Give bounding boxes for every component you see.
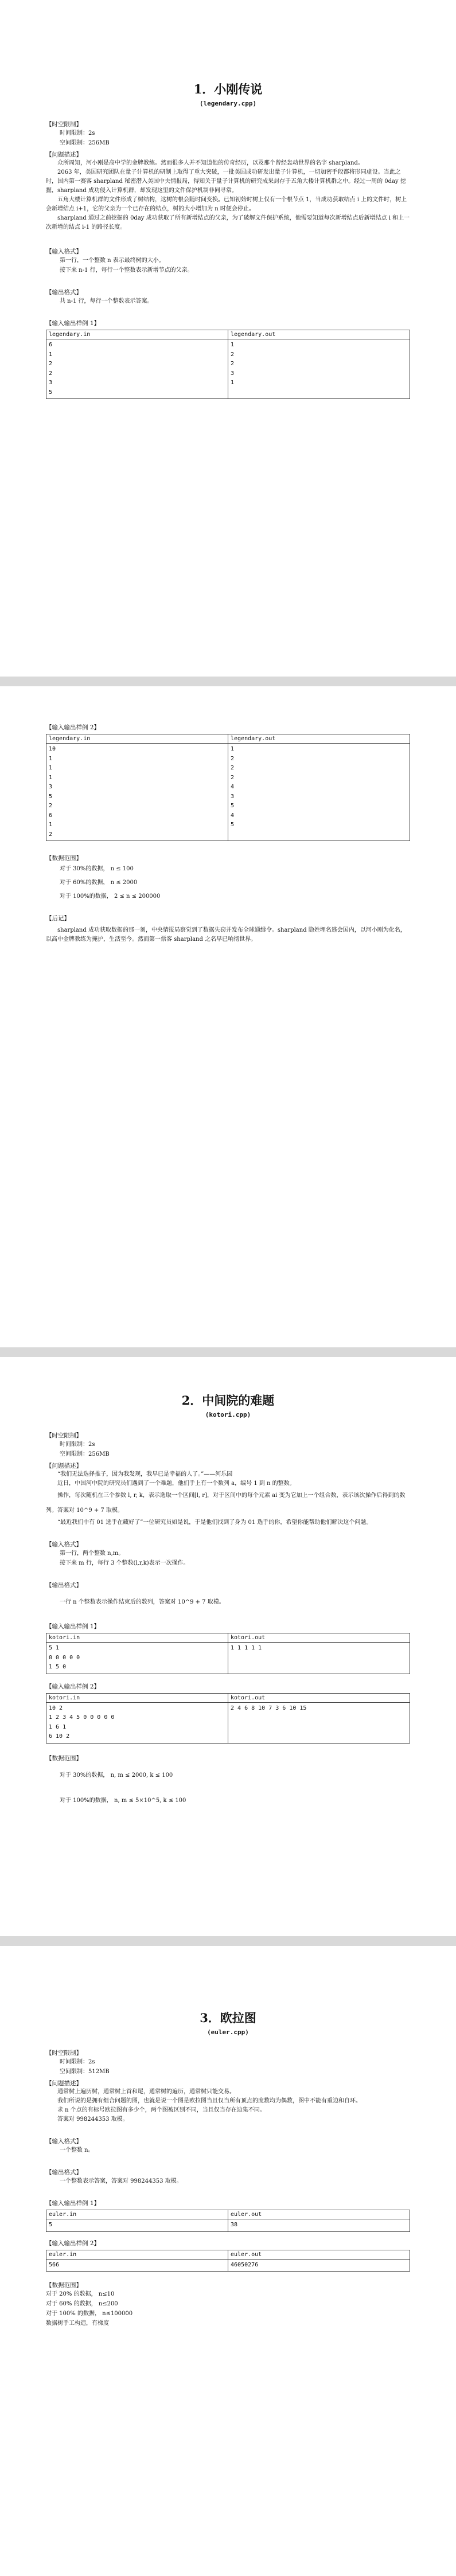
sample-output-line: 2 4 6 8 10 7 3 6 10 15 — [231, 1705, 307, 1711]
sample-input-line: 3 — [49, 380, 53, 386]
sample-input-line: 566 — [49, 2261, 60, 2268]
time-limit: 时间限制：2s — [60, 2059, 95, 2065]
sample-2-table — [46, 734, 410, 841]
sample-output-line: 2 — [231, 755, 235, 762]
sample-input-line: 6 — [49, 812, 53, 819]
sample-input-line: 5 — [49, 389, 53, 396]
sample-output-line: 3 — [231, 793, 235, 800]
sample-2-table — [46, 2250, 410, 2272]
sample-input-filename: euler.in — [46, 2210, 228, 2219]
page-1 — [0, 0, 456, 677]
data-range-line: 对于 30%的数据， n ≤ 100 — [60, 866, 134, 872]
data-range-line: 对于 60% 的数据， n≤200 — [46, 2301, 118, 2307]
sample-1-table — [46, 330, 410, 399]
sample-input-filename: euler.in — [46, 2250, 228, 2259]
description-paragraph: “我们无法选择推子，因为我发现，我早已是幸福的人了。”——河乐园 — [57, 1471, 233, 1477]
input-format-heading: 【输入格式】 — [46, 2138, 82, 2145]
problem-2-title: 2．中间院的难题 — [181, 1393, 275, 1408]
sample-output-line: 2 — [231, 351, 235, 358]
sample-input-filename: legendary.in — [46, 734, 228, 744]
sample-2-table — [46, 1693, 410, 1744]
output-format-line: 共 n-1 行，每行一个整数表示答案。 — [60, 298, 153, 304]
sample-input-line: 1 — [49, 765, 53, 771]
sample-output-filename: kotori.out — [228, 1633, 410, 1643]
sample-input-line: 5 1 — [49, 1645, 60, 1651]
data-range-line: 对于 100%的数据， n, m ≤ 5×10^5, k ≤ 100 — [60, 1797, 186, 1804]
sample-output-line: 1 — [231, 746, 235, 752]
description-paragraph: 通常树上遍历树，通常树上首和尾，通常树的遍历，通常树只能交易。 — [57, 2089, 235, 2095]
sample-output-line: 38 — [231, 2222, 238, 2228]
input-format-heading: 【输入格式】 — [46, 248, 82, 255]
sample-output-line: 5 — [231, 803, 235, 809]
problem-2-file: (kotori.cpp) — [205, 1411, 251, 1418]
sample-input-line: 1 — [49, 351, 53, 358]
description-heading: 【问题描述】 — [46, 2080, 82, 2087]
sample-output-filename: euler.out — [228, 2210, 410, 2219]
data-range-heading: 【数据范围】 — [46, 1754, 82, 1762]
sample-1-heading: 【输入输出样例 1】 — [46, 1623, 100, 1630]
sample-output-line: 1 — [231, 342, 235, 348]
sample-output-filename: euler.out — [228, 2250, 410, 2259]
data-range-line: 数据树手工构造，有梯度 — [46, 2320, 109, 2327]
sample-input-filename: legendary.in — [46, 330, 228, 339]
page-3 — [0, 1357, 456, 1936]
sample-output-filename: legendary.out — [228, 734, 410, 744]
description-paragraph: 2063 年，美国研究团队在量子计算机的研制上取得了重大突破，一批美国成功研发出量子计算机，一切加密手段都将形同虚设。当此之时，国内第一赛客 sharpland 秘密潜入美国中央情报局，得知关于量子计算机的研究成果封存于五角大楼计算机群之中。经过一周的 0day 挖掘，sharpland 成功侵入计算机群，却发现这里的文件保护机制非同寻常。 — [46, 169, 406, 194]
output-format-heading: 【输出格式】 — [46, 2169, 82, 2176]
sample-1-table — [46, 2210, 410, 2232]
sample-input-line: 1 5 0 — [49, 1664, 67, 1670]
data-range-line: 对于 20% 的数据， n≤10 — [46, 2291, 115, 2297]
problem-1-title: 1．小刚传说 — [193, 82, 263, 96]
sample-2-heading: 【输入输出样例 2】 — [46, 1683, 100, 1690]
data-range-line: 对于 100% 的数据， n≤100000 — [46, 2311, 133, 2317]
output-format-line: 一个整数表示答案，答案对 998244353 取模。 — [60, 2178, 182, 2184]
sample-input-line: 3 — [49, 784, 53, 790]
sample-output-line: 46050276 — [231, 2261, 259, 2268]
sample-input-line: 0 0 0 0 0 — [49, 1654, 80, 1661]
sample-input-line: 2 — [49, 831, 53, 838]
space-limit: 空间限制：256MB — [60, 140, 110, 146]
sample-1-table — [46, 1633, 410, 1674]
sample-1-heading: 【输入输出样例 1】 — [46, 320, 100, 327]
description-paragraph: “最近我们中有 01 选手在藏好了”一位研究员如是说，于是他们找到了身为 01 选手的你，希望你能帮助他们解决这个问题。 — [57, 1519, 372, 1526]
data-range-line: 对于 30%的数据， n, m ≤ 2000, k ≤ 100 — [60, 1772, 173, 1778]
input-format-line: 一个整数 n。 — [60, 2147, 94, 2153]
sample-output-filename: kotori.out — [228, 1693, 410, 1702]
description-paragraph: 众所周知，河小刚是高中学的金牌教练。然而很多人并不知道他的传奇经历，以及那个曾经轰动世界的名字 sharpland。 — [57, 160, 364, 166]
input-format-heading: 【输入格式】 — [46, 1541, 82, 1548]
sample-2-heading: 【输入输出样例 2】 — [46, 2239, 100, 2247]
sample-output-line: 2 — [231, 774, 235, 781]
sample-output-line: 2 — [231, 361, 235, 367]
space-limit: 空间限制：512MB — [60, 2069, 110, 2075]
output-format-heading: 【输出格式】 — [46, 1582, 82, 1589]
sample-input-line: 2 — [49, 361, 53, 367]
page-4 — [0, 1946, 456, 2576]
sample-input-line: 1 — [49, 774, 53, 781]
sample-output-line: 4 — [231, 812, 235, 819]
sample-output-line: 2 — [231, 765, 235, 771]
sample-output-line: 1 — [231, 380, 235, 386]
sample-input-line: 10 2 — [49, 1705, 63, 1711]
sample-input-line: 10 — [49, 746, 56, 752]
description-heading: 【问题描述】 — [46, 1463, 82, 1469]
data-range-line: 对于 60%的数据， n ≤ 2000 — [60, 879, 138, 886]
sample-input-line: 1 — [49, 822, 53, 828]
input-format-line: 第一行，两个整数 n,m。 — [60, 1550, 124, 1557]
sample-input-line: 5 — [49, 793, 53, 800]
sample-1-heading: 【输入输出样例 1】 — [46, 2200, 100, 2207]
description-paragraph: sharpland 通过之前挖掘的 0day 成功获取了所有新增结点的父亲，为了破解文件保护系统，他需要知道每次新增结点后新增结点 i 和上一次新增的结点 i-1 的路径长度。 — [46, 215, 410, 230]
space-limit: 空间限制：256MB — [60, 1451, 110, 1457]
description-paragraph: 操作，每次随机在三个参数 l, r, k，表示选取一个区间[l, r]，对于区间中的每个元素 ai 变为它加上一个组合数，表示该次操作后得到的数列。答案对 10^9 + 7 取模。 — [46, 1492, 406, 1514]
description-paragraph: 答案对 998244353 取模。 — [57, 2116, 128, 2122]
sample-input-line: 1 — [49, 755, 53, 762]
sample-input-line: 1 2 3 4 5 0 0 0 0 0 — [49, 1714, 115, 1721]
sample-output-filename: legendary.out — [228, 330, 410, 339]
time-limit: 时间限制：2s — [60, 130, 95, 136]
time-limit-heading: 【时空限制】 — [46, 121, 82, 128]
sample-input-filename: kotori.in — [46, 1633, 228, 1643]
input-format-line: 接下来 m 行，每行 3 个整数(l,r,k)表示一次操作。 — [60, 1560, 189, 1566]
description-paragraph: 近日，中国河中院的研究员们遇到了一个难题，他们手上有一个数列 a，编号 1 到 n 的整数。 — [57, 1480, 295, 1487]
sample-output-line: 1 1 1 1 1 — [231, 1645, 262, 1651]
postscript-paragraph: sharpland 成功获取数据的那一刻，中央情报局察觉到了数据失窃并发布全球通缉令。sharpland 隐姓埋名逃会国内，以河小刚为化名，以高中金牌教练为掩护，生活至今。然而第一票客 sharpland 之名早已响彻世界。 — [46, 927, 406, 943]
sample-input-line: 1 6 1 — [49, 1723, 67, 1730]
description-heading: 【问题描述】 — [46, 151, 82, 158]
input-format-line: 第一行，一个整数 n 表示最终树的大小。 — [60, 257, 165, 264]
sample-input-line: 6 — [49, 342, 53, 348]
description-paragraph: 我们所说的是拥有组合问题的图，也就是说一个图是欧拉图当且仅当所有顶点的度数均为偶数，图中不能有重边和自环。 — [57, 2098, 361, 2104]
sample-input-line: 2 — [49, 803, 53, 809]
sample-input-line: 5 — [49, 2222, 53, 2228]
sample-input-line: 2 — [49, 370, 53, 377]
sample-input-filename: kotori.in — [46, 1693, 228, 1702]
sample-output-line: 3 — [231, 370, 235, 377]
postscript-heading: 【后记】 — [46, 915, 70, 922]
time-limit-heading: 【时空限制】 — [46, 2050, 82, 2057]
data-range-heading: 【数据范围】 — [46, 2282, 82, 2289]
description-paragraph: 五角大楼计算机群的文件形成了树结构，这树的根会随时间变换。已知初始时树上仅有一个根节点 1，当成功获取结点 i 上的文件时，树上会新增结点 i+1，它的父亲为一个已存在的结点，树的大小增加为 n 时便会停止。 — [46, 197, 407, 212]
sample-output-line: 4 — [231, 784, 235, 790]
data-range-line: 对于 100%的数据， 2 ≤ n ≤ 200000 — [60, 893, 161, 900]
data-range-heading: 【数据范围】 — [46, 855, 82, 862]
sample-input-line: 6 10 2 — [49, 1733, 70, 1740]
input-format-line: 接下来 n-1 行，每行一个整数表示新增节点的父亲。 — [60, 267, 193, 273]
output-format-heading: 【输出格式】 — [46, 289, 82, 296]
output-format-line: 一行 n 个整数表示操作结束后的数列，答案对 10^9 + 7 取模。 — [60, 1599, 225, 1605]
problem-3-title: 3．欧拉图 — [200, 2011, 256, 2025]
sample-2-heading: 【输入输出样例 2】 — [46, 724, 100, 731]
sample-output-line: 5 — [231, 822, 235, 828]
problem-1-file: (legendary.cpp) — [199, 100, 257, 107]
page-2 — [0, 686, 456, 1347]
description-paragraph: 求 n 个点的有标号欧拉图有多少个，两个图被区别不同，当且仅当存在边集不同。 — [57, 2107, 266, 2113]
time-limit: 时间限制：2s — [60, 1441, 95, 1448]
problem-3-file: (euler.cpp) — [207, 2028, 249, 2036]
time-limit-heading: 【时空限制】 — [46, 1432, 82, 1439]
